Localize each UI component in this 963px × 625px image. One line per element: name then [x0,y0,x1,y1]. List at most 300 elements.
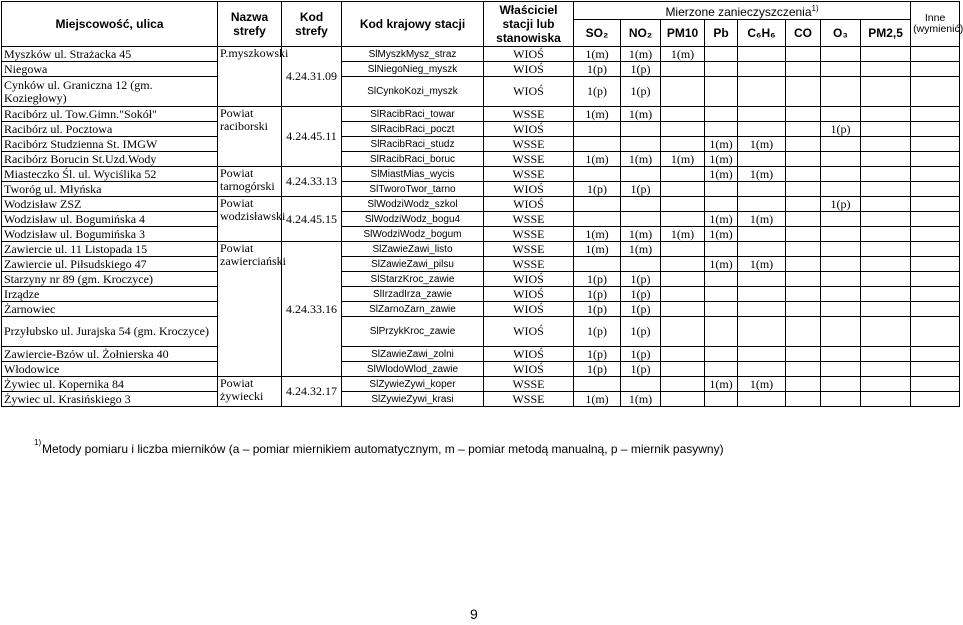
header-other: Inne (wymienić) [911,2,960,47]
header-so2: SO₂ [574,20,621,47]
measure-pm25-cell [861,302,911,317]
measure-o3-cell [821,392,861,407]
measure-c6h6-cell [738,62,786,77]
measure-so2-cell [574,212,621,227]
owner-cell: WIOŚ [484,272,574,287]
station-code-cell: SlNiegoNieg_myszk [342,62,484,77]
measure-pm10-cell [661,242,705,257]
table-row [2,62,960,77]
measure-pm25-cell [861,347,911,362]
owner-cell: WSSE [484,392,574,407]
measure-pm10-cell [661,212,705,227]
measure-o3-cell [821,287,861,302]
measure-so2-cell: 1(m) [574,47,621,62]
location-cell: Żarnowiec [2,302,218,317]
measure-no2-cell: 1(m) [621,392,661,407]
measure-no2-cell [621,377,661,392]
location-cell: Zawiercie ul. Piłsudskiego 47 [2,257,218,272]
measure-so2-cell [574,377,621,392]
measure-o3-cell [821,362,861,377]
location-cell: Wodzisław ul. Bogumińska 3 [2,227,218,242]
location-cell: Racibórz ul. Pocztowa [2,122,218,137]
measure-o3-cell [821,77,861,107]
measure-other-cell [911,302,960,317]
measure-co-cell [786,212,821,227]
measure-pb-cell: 1(m) [705,377,738,392]
table-row [2,197,960,212]
footnote [34,438,724,456]
measure-c6h6-cell [738,197,786,212]
measure-other-cell [911,122,960,137]
header-c6h6: C₆H₆ [738,20,786,47]
measure-c6h6-cell [738,107,786,122]
measure-co-cell [786,47,821,62]
station-code-cell: SlRacibRaci_poczt [342,122,484,137]
measure-other-cell [911,62,960,77]
stations-table [1,1,963,407]
header-no2: NO₂ [621,20,661,47]
measure-so2-cell: 1(p) [574,287,621,302]
owner-cell: WIOŚ [484,182,574,197]
measure-co-cell [786,77,821,107]
measure-other-cell [911,137,960,152]
measure-pb-cell [705,197,738,212]
owner-cell: WSSE [484,377,574,392]
measure-o3-cell [821,317,861,347]
header-pm25: PM2,5 [861,20,911,47]
measure-so2-cell: 1(p) [574,302,621,317]
zone-name-cell: Powiat tarnogórski [218,167,282,197]
measure-pb-cell [705,107,738,122]
measure-so2-cell: 1(p) [574,347,621,362]
location-cell: Miasteczko Śl. ul. Wyciślika 52 [2,167,218,182]
table-row [2,347,960,362]
measure-so2-cell [574,122,621,137]
owner-cell: WIOŚ [484,77,574,107]
measure-no2-cell: 1(m) [621,242,661,257]
measure-no2-cell [621,167,661,182]
station-code-cell: SlZawieZawi_pilsu [342,257,484,272]
measure-pb-cell [705,362,738,377]
measure-o3-cell [821,137,861,152]
location-cell: Zawiercie-Bzów ul. Żołnierska 40 [2,347,218,362]
location-cell: Starzyny nr 89 (gm. Kroczyce) [2,272,218,287]
header-co: CO [786,20,821,47]
zone-name-cell: Powiat zawierciański [218,242,282,377]
measure-c6h6-cell: 1(m) [738,212,786,227]
measure-co-cell [786,227,821,242]
measure-no2-cell [621,122,661,137]
measure-pm10-cell: 1(m) [661,227,705,242]
measure-pm10-cell [661,62,705,77]
measure-no2-cell [621,197,661,212]
measure-so2-cell: 1(p) [574,317,621,347]
header-o3: O₃ [821,20,861,47]
zone-code-cell: 4.24.31.09 [282,47,342,107]
measure-so2-cell: 1(m) [574,227,621,242]
measure-co-cell [786,272,821,287]
measure-no2-cell: 1(p) [621,77,661,107]
measure-pm25-cell [861,392,911,407]
measure-co-cell [786,137,821,152]
station-code-cell: SlWodziWodz_bogum [342,227,484,242]
measure-pb-cell [705,392,738,407]
measure-co-cell [786,317,821,347]
measure-no2-cell: 1(p) [621,272,661,287]
measure-pm10-cell [661,257,705,272]
table-row [2,392,960,407]
measure-o3-cell [821,152,861,167]
measure-c6h6-cell [738,77,786,107]
table-row [2,317,960,347]
owner-cell: WSSE [484,137,574,152]
footnote-ref: 1) [811,4,819,13]
station-code-cell: SlWlodoWlod_zawie [342,362,484,377]
measure-other-cell [911,152,960,167]
table-row [2,377,960,392]
measure-pm10-cell [661,392,705,407]
owner-cell: WIOŚ [484,302,574,317]
measure-so2-cell: 1(m) [574,242,621,257]
zone-name-cell: Powiat wodzisławski [218,197,282,242]
owner-cell: WIOŚ [484,317,574,347]
owner-cell: WSSE [484,257,574,272]
measure-pm10-cell [661,182,705,197]
measure-o3-cell [821,302,861,317]
measure-c6h6-cell [738,47,786,62]
measure-pm10-cell [661,137,705,152]
measure-other-cell [911,47,960,62]
measure-o3-cell [821,167,861,182]
measure-pm25-cell [861,167,911,182]
measure-c6h6-cell [738,152,786,167]
location-cell: Tworóg ul. Młyńska [2,182,218,197]
owner-cell: WIOŚ [484,197,574,212]
owner-cell: WSSE [484,242,574,257]
table-row [2,257,960,272]
station-code-cell: SlRacibRaci_boruc [342,152,484,167]
measure-o3-cell: 1(p) [821,122,861,137]
measure-pm25-cell [861,107,911,122]
measure-pm25-cell [861,182,911,197]
header-pm10: PM10 [661,20,705,47]
measure-pm10-cell [661,287,705,302]
measure-other-cell [911,272,960,287]
table-row [2,77,960,107]
station-code-cell: SlZywieZywi_koper [342,377,484,392]
measure-pb-cell [705,182,738,197]
header-zone-name: Nazwa strefy [218,2,282,47]
owner-cell: WIOŚ [484,47,574,62]
measure-pb-cell [705,122,738,137]
measure-pb-cell [705,347,738,362]
measure-pb-cell [705,77,738,107]
owner-cell: WSSE [484,227,574,242]
measure-no2-cell: 1(p) [621,362,661,377]
measure-c6h6-cell [738,272,786,287]
measure-co-cell [786,347,821,362]
measure-o3-cell [821,257,861,272]
location-cell: Zawiercie ul. 11 Listopada 15 [2,242,218,257]
location-cell: Wodzisław ul. Bogumińska 4 [2,212,218,227]
measure-other-cell [911,347,960,362]
measure-pm25-cell [861,257,911,272]
zone-name-cell: Powiat żywiecki [218,377,282,407]
measure-pm25-cell [861,242,911,257]
measure-no2-cell: 1(p) [621,62,661,77]
measure-no2-cell [621,212,661,227]
zone-name-cell: P.myszkowski [218,47,282,107]
measure-pm25-cell [861,272,911,287]
measure-co-cell [786,287,821,302]
station-code-cell: SlZywieZywi_krasi [342,392,484,407]
measure-o3-cell [821,242,861,257]
measure-no2-cell [621,257,661,272]
measure-o3-cell [821,227,861,242]
measure-pm25-cell [861,137,911,152]
measure-pm25-cell [861,152,911,167]
measure-pm10-cell [661,197,705,212]
measure-other-cell [911,182,960,197]
measure-pm25-cell [861,77,911,107]
station-code-cell: SlWodziWodz_szkol [342,197,484,212]
owner-cell: WIOŚ [484,362,574,377]
location-cell: Racibórz ul. Tow.Gimn."Sokół" [2,107,218,122]
measure-pm25-cell [861,212,911,227]
station-code-cell: SlPrzykKroc_zawie [342,317,484,347]
measure-so2-cell [574,197,621,212]
location-cell: Irządze [2,287,218,302]
measure-pm10-cell [661,272,705,287]
measure-pb-cell: 1(m) [705,257,738,272]
measured-group-label: Mierzone zanieczyszczenia [665,5,812,19]
measure-so2-cell: 1(p) [574,62,621,77]
measure-pm10-cell [661,302,705,317]
measure-so2-cell: 1(p) [574,77,621,107]
measure-c6h6-cell [738,302,786,317]
measure-o3-cell [821,347,861,362]
zone-code-cell: 4.24.33.13 [282,167,342,197]
station-code-cell: SlMyszkMysz_straz [342,47,484,62]
location-cell: Włodowice [2,362,218,377]
measure-pm10-cell [661,107,705,122]
measure-c6h6-cell [738,362,786,377]
location-cell: Racibórz Studzienna St. IMGW [2,137,218,152]
measure-pm10-cell: 1(m) [661,152,705,167]
table-row [2,302,960,317]
measure-pm10-cell [661,122,705,137]
station-code-cell: SlRacibRaci_towar [342,107,484,122]
measure-other-cell [911,197,960,212]
owner-cell: WSSE [484,167,574,182]
owner-cell: WIOŚ [484,287,574,302]
header-location: Miejscowość, ulica [2,2,218,47]
measure-c6h6-cell [738,227,786,242]
table-row [2,287,960,302]
owner-cell: WIOŚ [484,62,574,77]
zone-code-cell: 4.24.45.15 [282,197,342,242]
station-code-cell: SlRacibRaci_studz [342,137,484,152]
location-cell: Niegowa [2,62,218,77]
measure-no2-cell: 1(p) [621,317,661,347]
measure-pm10-cell [661,377,705,392]
measure-no2-cell: 1(p) [621,182,661,197]
station-code-cell: SlZawieZawi_listo [342,242,484,257]
measure-pm10-cell [661,317,705,347]
measure-o3-cell [821,182,861,197]
station-code-cell: SlMiastMias_wycis [342,167,484,182]
measure-no2-cell: 1(m) [621,47,661,62]
measure-so2-cell: 1(m) [574,152,621,167]
measure-pm25-cell [861,362,911,377]
measure-co-cell [786,152,821,167]
measure-o3-cell [821,107,861,122]
location-cell: Wodzisław ZSZ [2,197,218,212]
measure-co-cell [786,362,821,377]
measure-co-cell [786,392,821,407]
owner-cell: WIOŚ [484,122,574,137]
zone-code-cell: 4.24.45.11 [282,107,342,167]
table-row [2,182,960,197]
measure-other-cell [911,392,960,407]
header-zone-code: Kod strefy [282,2,342,47]
header-pb: Pb [705,20,738,47]
measure-pb-cell: 1(m) [705,227,738,242]
measure-no2-cell: 1(p) [621,347,661,362]
measure-other-cell [911,242,960,257]
table-row [2,272,960,287]
measure-pb-cell [705,242,738,257]
stations-body [2,47,960,407]
measure-pb-cell: 1(m) [705,212,738,227]
measure-o3-cell [821,62,861,77]
measure-pm10-cell: 1(m) [661,47,705,62]
zone-code-cell: 4.24.33.16 [282,242,342,377]
location-cell: Myszków ul. Strażacka 45 [2,47,218,62]
measure-pb-cell [705,47,738,62]
measure-co-cell [786,302,821,317]
measure-no2-cell: 1(m) [621,227,661,242]
table-row [2,107,960,122]
location-cell: Racibórz Borucin St.Uzd.Wody [2,152,218,167]
table-row [2,167,960,182]
measure-so2-cell: 1(p) [574,182,621,197]
footnote-marker: 1) [34,438,42,447]
measure-pm10-cell [661,362,705,377]
measure-pb-cell: 1(m) [705,167,738,182]
measure-pm10-cell [661,347,705,362]
table-row [2,242,960,257]
measure-c6h6-cell: 1(m) [738,377,786,392]
table-row [2,362,960,377]
measure-pm10-cell [661,167,705,182]
measure-c6h6-cell [738,392,786,407]
measure-so2-cell [574,167,621,182]
measure-co-cell [786,377,821,392]
measure-no2-cell: 1(m) [621,107,661,122]
measure-pm25-cell [861,62,911,77]
location-cell: Przyłubsko ul. Jurajska 54 (gm. Kroczyce) [2,317,218,347]
measure-o3-cell: 1(p) [821,197,861,212]
measure-pm25-cell [861,122,911,137]
measure-so2-cell: 1(p) [574,272,621,287]
measure-so2-cell: 1(m) [574,107,621,122]
measure-other-cell [911,377,960,392]
measure-so2-cell [574,257,621,272]
measure-pm25-cell [861,47,911,62]
measure-so2-cell: 1(p) [574,362,621,377]
measure-co-cell [786,167,821,182]
header-measured-group [574,2,911,20]
measure-pm25-cell [861,287,911,302]
measure-c6h6-cell: 1(m) [738,167,786,182]
measure-other-cell [911,257,960,272]
station-code-cell: SlZarnoZarn_zawie [342,302,484,317]
table-row [2,137,960,152]
measure-pb-cell [705,287,738,302]
owner-cell: WSSE [484,212,574,227]
measure-c6h6-cell [738,287,786,302]
measure-c6h6-cell [738,347,786,362]
measure-co-cell [786,182,821,197]
station-code-cell: SlCynkoKozi_myszk [342,77,484,107]
location-cell: Żywiec ul. Kopernika 84 [2,377,218,392]
measure-no2-cell: 1(p) [621,287,661,302]
measure-other-cell [911,287,960,302]
measure-so2-cell: 1(m) [574,392,621,407]
measure-other-cell [911,107,960,122]
measure-other-cell [911,362,960,377]
measure-other-cell [911,227,960,242]
measure-pm25-cell [861,197,911,212]
table-row [2,122,960,137]
station-code-cell: SlWodziWodz_bogu4 [342,212,484,227]
page-number: 9 [470,606,478,622]
station-code-cell: SlIrzadIrza_zawie [342,287,484,302]
measure-o3-cell [821,47,861,62]
measure-c6h6-cell: 1(m) [738,257,786,272]
measure-so2-cell [574,137,621,152]
station-code-cell: SlTworoTwor_tarno [342,182,484,197]
measure-c6h6-cell [738,182,786,197]
measure-c6h6-cell [738,317,786,347]
measure-pm10-cell [661,77,705,107]
measure-pb-cell [705,272,738,287]
table-row [2,212,960,227]
measure-other-cell [911,212,960,227]
measure-other-cell [911,77,960,107]
table-row [2,227,960,242]
measure-o3-cell [821,377,861,392]
measure-pb-cell: 1(m) [705,137,738,152]
measure-c6h6-cell: 1(m) [738,137,786,152]
measure-other-cell [911,167,960,182]
measure-pm25-cell [861,227,911,242]
measure-pb-cell [705,317,738,347]
measure-co-cell [786,107,821,122]
header-station-code: Kod krajowy stacji [342,2,484,47]
measure-no2-cell [621,137,661,152]
measure-pb-cell [705,62,738,77]
station-code-cell: SlStarzKroc_zawie [342,272,484,287]
measure-co-cell [786,257,821,272]
owner-cell: WIOŚ [484,347,574,362]
measure-c6h6-cell [738,242,786,257]
table-row [2,47,960,62]
measure-no2-cell: 1(m) [621,152,661,167]
measure-pm25-cell [861,317,911,347]
zone-name-cell: Powiat raciborski [218,107,282,167]
